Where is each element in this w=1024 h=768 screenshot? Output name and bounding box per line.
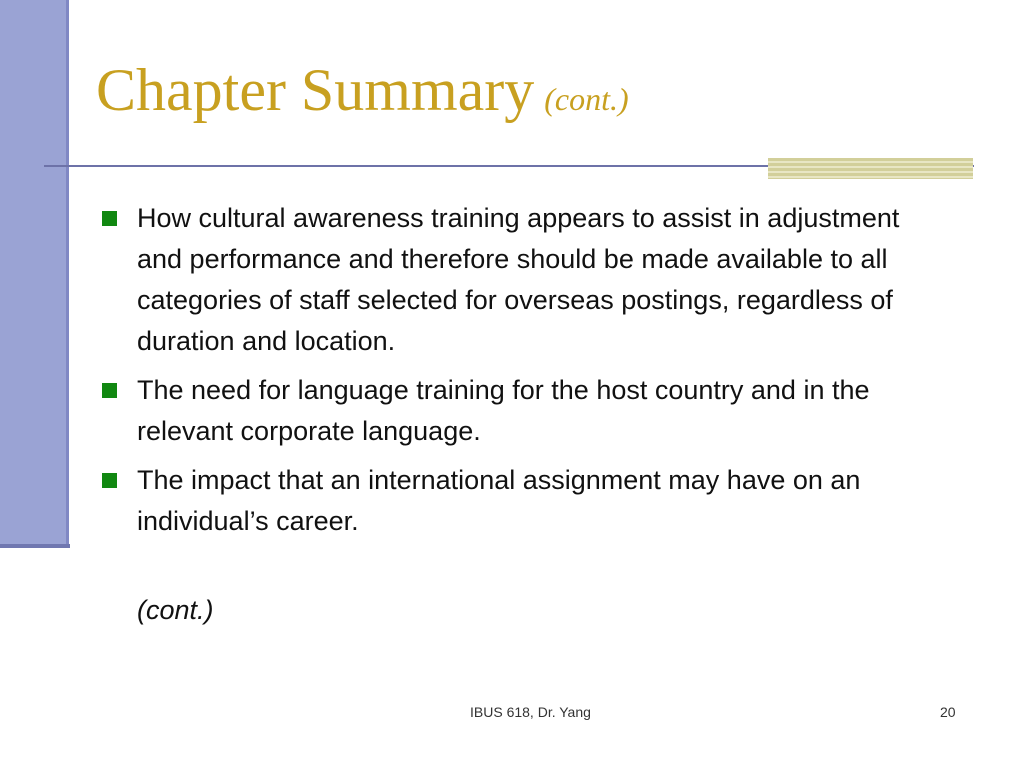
title-suffix: (cont.) [544, 81, 629, 117]
bullet-item [100, 370, 940, 452]
title-text: Chapter Summary [96, 57, 535, 123]
left-decorative-bar [0, 0, 68, 546]
striped-accent-block [768, 158, 973, 179]
left-bar-shadow [0, 544, 70, 548]
page-number: 20 [940, 704, 956, 720]
bullet-text: The need for language training for the host country and in the relevant corporate language. [137, 375, 870, 446]
square-bullet-icon [102, 383, 117, 398]
continuation-note: (cont.) [137, 595, 214, 625]
bullet-list [100, 198, 940, 550]
bullet-text: How cultural awareness training appears to assist in adjustment and performance and therefore should be made available to all categories of staff selected for overseas postings, regardless of duration and location. [137, 203, 900, 356]
bullet-item [100, 198, 940, 362]
slide-title [96, 57, 629, 123]
footer-course: IBUS 618, Dr. Yang [470, 704, 591, 720]
bullet-text: The impact that an international assignment may have on an individual’s career. [137, 465, 861, 536]
bullet-item [100, 460, 940, 542]
square-bullet-icon [102, 473, 117, 488]
square-bullet-icon [102, 211, 117, 226]
left-bar-edge [66, 0, 69, 548]
